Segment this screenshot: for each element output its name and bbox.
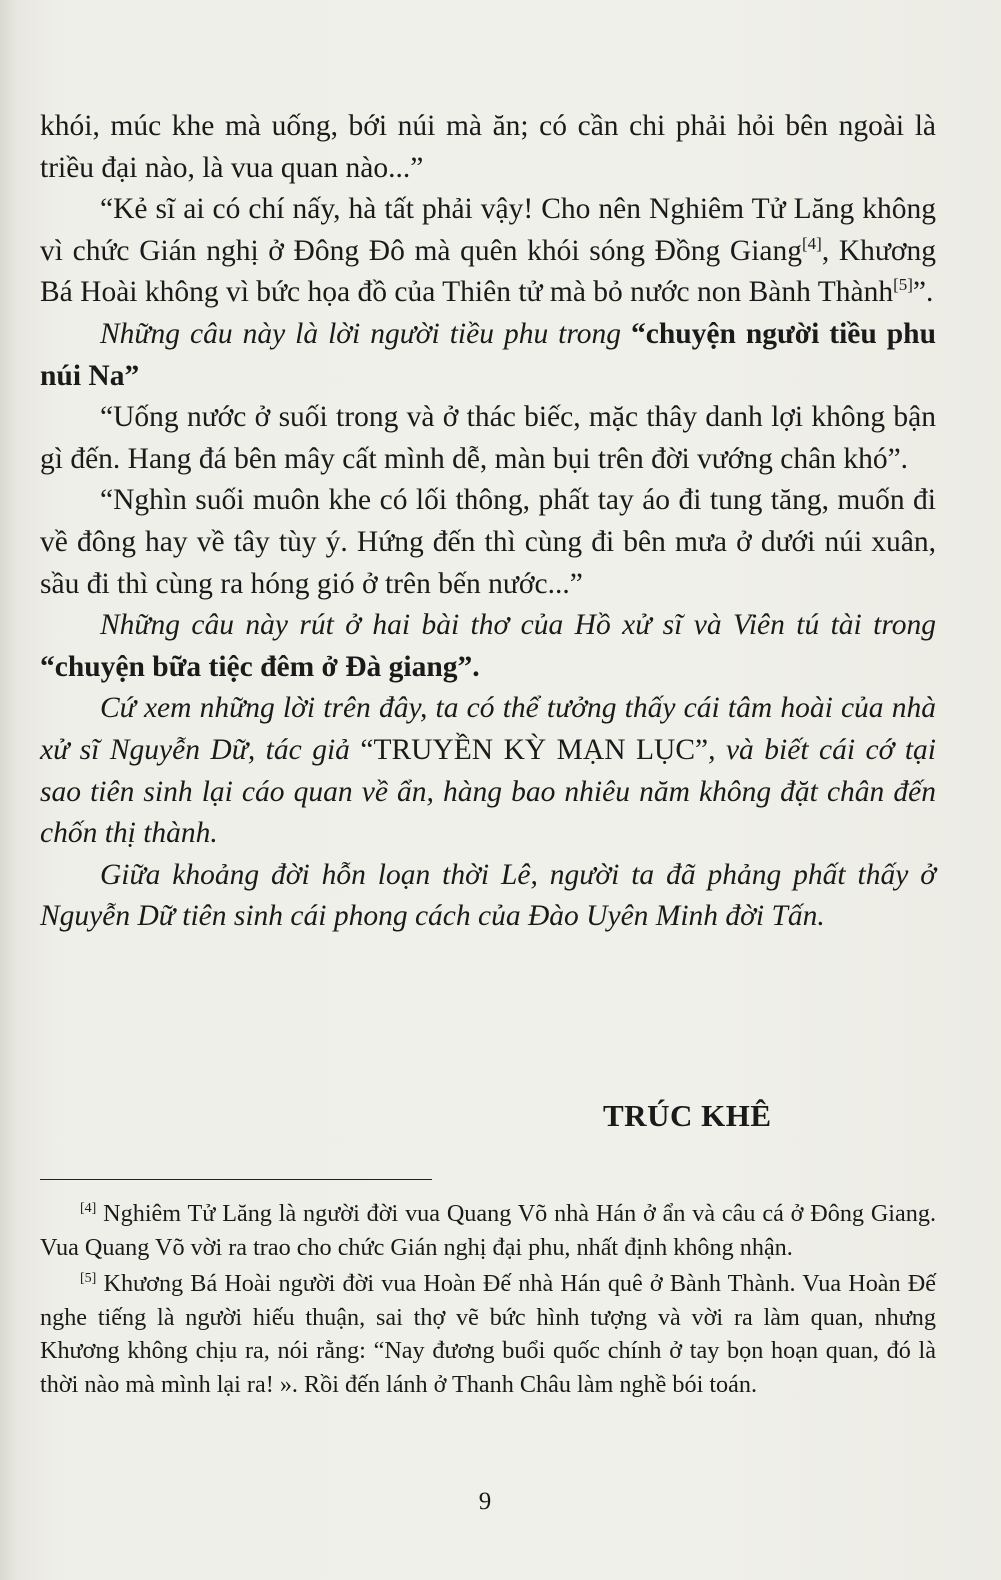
footnote-ref-5: [5] bbox=[893, 275, 913, 295]
footnote-4-text: Nghiêm Tử Lăng là người đời vua Quang Võ nhà Hán ở ẩn và câu cá ở Đông Giang. Vua Quang Võ vời ra trao cho chức Gián nghị đại phu, nhất định không nhận. bbox=[40, 1200, 936, 1261]
main-text bbox=[40, 106, 936, 938]
paragraph-1-text: khói, múc khe mà uống, bới núi mà ăn; có cần chi phải hỏi bên ngoài là triều đại nào, là vua quan nào...” bbox=[40, 110, 936, 184]
paragraph-4-text: “Uống nước ở suối trong và ở thác biếc, mặc thây danh lợi không bận gì đến. Hang đá bên mây cất mình dễ, màn bụi trên đời vướng chân khó”. bbox=[40, 401, 936, 475]
paragraph-6-text: Những câu này rút ở hai bài thơ của Hồ xử sĩ và Viên tú tài trong bbox=[100, 609, 936, 642]
story-title-na: “chuyện người tiều phu núi Na” bbox=[40, 317, 936, 392]
paragraph-3 bbox=[40, 314, 936, 397]
paragraph-1 bbox=[40, 106, 936, 189]
book-title: “TRUYỀN KỲ MẠN LỤC” bbox=[360, 733, 709, 766]
footnote-5 bbox=[40, 1267, 936, 1401]
paragraph-7 bbox=[40, 688, 936, 854]
footnote-5-text: Khương Bá Hoài người đời vua Hoàn Đế nhà Hán quê ở Bành Thành. Vua Hoàn Đế nghe tiếng là người hiếu thuận, sai thợ vẽ bức hình tượng và vời ra làm quan, nhưng Khương không chịu ra, nói rằng: “Nay đương buổi quốc chính ở tay bọn hoạn quan, đó là thời nào mà mình lại ra! ». Rồi đến lánh ở Thanh Châu làm nghề bói toán. bbox=[40, 1270, 936, 1398]
paragraph-8-text: Giữa khoảng đời hỗn loạn thời Lê, người ta đã phảng phất thấy ở Nguyễn Dữ tiên sinh cái phong cách của Đào Uyên Minh đời Tấn. bbox=[40, 858, 936, 933]
footnote-4-marker: [4] bbox=[80, 1200, 97, 1216]
footnote-5-marker: [5] bbox=[80, 1271, 97, 1287]
paragraph-5-text: “Nghìn suối muôn khe có lối thông, phất tay áo đi tung tăng, muốn đi về đông hay về tây tùy ý. Hứng đến thì cùng đi bên mưa ở dưới núi xuân, sầu đi thì cùng ra hóng gió ở trên bến nước...” bbox=[40, 484, 936, 600]
footnote-divider bbox=[40, 1179, 432, 1180]
paragraph-2 bbox=[40, 189, 936, 314]
paragraph-6-end: . bbox=[472, 650, 480, 683]
paragraph-4 bbox=[40, 397, 936, 480]
paragraph-7-text-b: , và biết cái cớ tại sao tiên sinh lại cáo quan về ẩn, hàng bao nhiêu năm không đặt chân đến chốn thị thành. bbox=[40, 733, 936, 850]
paragraph-2-text-b: , Khương Bá Hoài không vì bức họa đồ của Thiên tử mà bỏ nước non Bành Thành bbox=[40, 234, 936, 309]
page-number: 9 bbox=[478, 1488, 492, 1515]
paragraph-8 bbox=[40, 855, 936, 938]
story-title-da-giang: “chuyện bữa tiệc đêm ở Đà giang” bbox=[40, 650, 473, 683]
footnote-ref-4: [4] bbox=[801, 233, 822, 253]
footnotes bbox=[40, 1197, 936, 1405]
paragraph-2-text-c: ”. bbox=[912, 276, 934, 309]
paragraph-3-text: Những câu này là lời người tiều phu trong bbox=[100, 317, 631, 350]
footnote-4 bbox=[40, 1197, 936, 1264]
paragraph-2-text-a: “Kẻ sĩ ai có chí nấy, hà tất phải vậy! Cho nên Nghiêm Tử Lăng không vì chức Gián nghị ở Đông Đô mà quên khói sóng Đồng Giang bbox=[40, 193, 936, 267]
paragraph-5 bbox=[40, 480, 936, 605]
author-signature: TRÚC KHÊ bbox=[603, 1098, 772, 1133]
paragraph-7-text-a: Cứ xem những lời trên đây, ta có thể tưởng thấy cái tâm hoài của nhà xử sĩ Nguyễn Dữ, tác giả bbox=[40, 692, 936, 766]
paragraph-6 bbox=[40, 605, 936, 688]
